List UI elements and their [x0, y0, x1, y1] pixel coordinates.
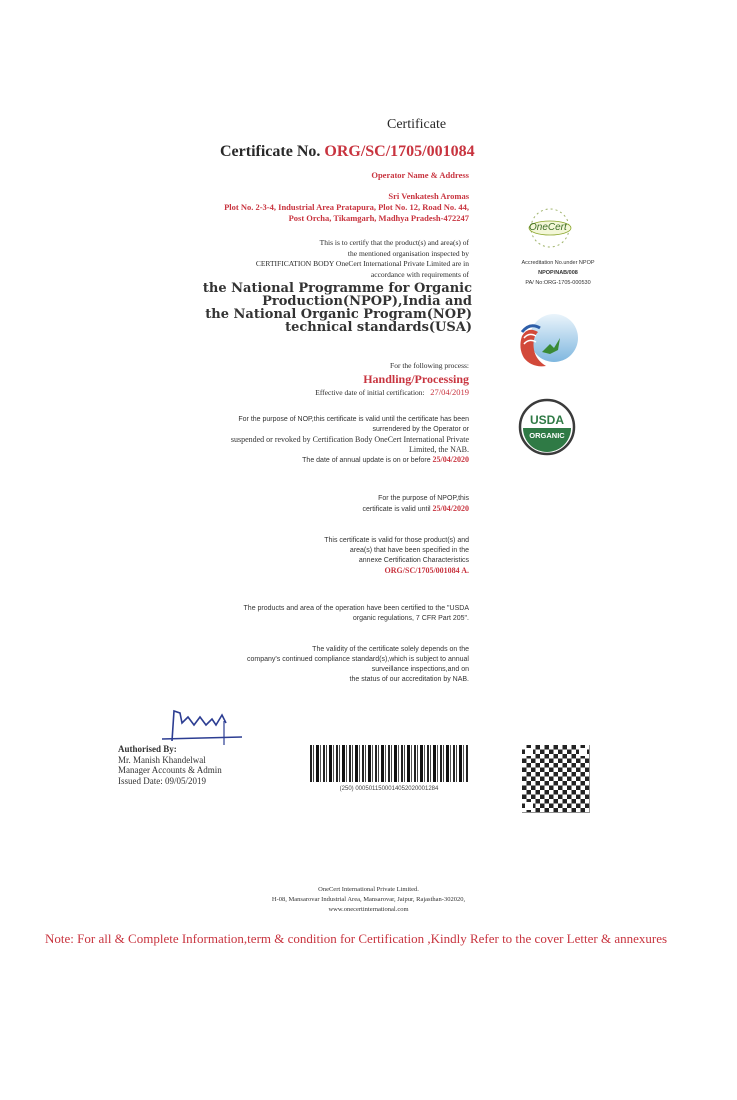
- nop-line: Limited, the NAB.: [409, 445, 469, 454]
- nop-line: surrendered by the Operator or: [372, 426, 469, 433]
- scope-line: annexe Certification Characteristics: [358, 557, 469, 564]
- annual-update-label: The date of annual update is on or before: [302, 457, 431, 464]
- certificate-number-row: [220, 143, 475, 161]
- footer-website: www.onecertinternational.com: [328, 906, 409, 913]
- footer-company: OneCert International Private Limited.: [318, 886, 419, 893]
- npop-line: For the purpose of NPOP,this: [378, 495, 469, 502]
- programme-line: Production(NPOP),India and: [262, 294, 472, 309]
- usda-organic-icon: [518, 398, 576, 456]
- india-organic-logo: [510, 308, 586, 378]
- qr-code: [520, 743, 592, 815]
- signature-scribble: [150, 703, 250, 748]
- signatory-name: Mr. Manish Khandelwal: [118, 754, 206, 765]
- certificate-number-label: Certificate No.: [220, 143, 321, 160]
- certify-line: This is to certify that the product(s) and area(s) of: [319, 238, 469, 247]
- validity-line: company's continued compliance standard(s),which is subject to annual: [247, 656, 469, 663]
- accreditation-info: [503, 258, 613, 288]
- signatory-block: [118, 744, 222, 786]
- certificate-number: ORG/SC/1705/001084: [324, 143, 475, 160]
- accreditation-line: Accreditation No.under NPOP: [521, 260, 595, 266]
- footer-note: Note: For all & Complete Information,term & condition for Certification ,Kindly Refer to the cover Letter & annexures: [45, 931, 668, 946]
- onecert-logo: [520, 206, 580, 250]
- product-scope: [324, 536, 469, 576]
- npop-valid-date: 25/04/2020: [432, 504, 469, 513]
- pa-number: PA/ No:ORG-1705-000530: [525, 280, 591, 286]
- process-value: Handling/Processing: [363, 372, 469, 386]
- address-line-2: Post Orcha, Tikamgarh, Madhya Pradesh-472247: [288, 213, 469, 223]
- issued-label: Issued Date:: [118, 775, 163, 786]
- effective-date-row: [315, 387, 469, 399]
- onecert-logo-text: OneCert: [529, 222, 567, 233]
- nop-line: suspended or revoked by Certification Body OneCert International Private: [230, 435, 469, 444]
- annual-update-date: 25/04/2020: [432, 455, 469, 464]
- annexe-reference: ORG/SC/1705/001084 A.: [384, 566, 469, 575]
- validity-line: The validity of the certificate solely depends on the: [312, 646, 469, 653]
- authorised-label: Authorised By:: [118, 744, 177, 754]
- signature: [150, 703, 250, 748]
- accreditation-number: NPOP/NAB/008: [538, 270, 578, 276]
- certify-line: CERTIFICATION BODY OneCert International Private Limited are in: [255, 259, 469, 268]
- npop-validity: [363, 494, 470, 515]
- nop-validity: [109, 415, 469, 466]
- effective-date: 27/04/2019: [430, 387, 469, 397]
- programme-line: the National Programme for Organic: [202, 281, 472, 296]
- scope-line: area(s) that have been specified in the: [349, 547, 469, 554]
- issued-date: 09/05/2019: [165, 775, 207, 786]
- nop-line: For the purpose of NOP,this certificate is valid until the certificate has been: [238, 416, 469, 423]
- certificate-title: Certificate: [387, 117, 447, 132]
- svg-text:ORGANIC: ORGANIC: [529, 431, 565, 440]
- signatory-role: Manager Accounts & Admin: [118, 765, 222, 775]
- footer-company-info: [0, 885, 737, 915]
- india-organic-icon: [510, 308, 586, 378]
- programme-line: technical standards(USA): [285, 320, 472, 335]
- scope-line: This certificate is valid for those product(s) and: [324, 537, 469, 544]
- operator-label: Operator Name & Address: [371, 170, 469, 180]
- usda-organic-seal: [518, 398, 576, 456]
- usda-line: organic regulations, 7 CFR Part 205".: [352, 615, 469, 622]
- footer-address: H-08, Mansarovar Industrial Area, Mansarovar, Jaipur, Rajasthan-302020,: [271, 896, 466, 903]
- svg-text:USDA: USDA: [529, 413, 565, 427]
- usda-line: The products and area of the operation have been certified to the "USDA: [243, 605, 469, 612]
- programme-line: the National Organic Program(NOP): [205, 307, 472, 322]
- operator-name: Sri Venkatesh Aromas: [388, 191, 469, 201]
- address-line-1: Plot No. 2-3-4, Industrial Area Pratapura, Plot No. 12, Road No. 44,: [224, 202, 469, 212]
- npop-valid-label: certificate is valid until: [362, 506, 431, 513]
- validity-line: surveillance inspections,and on: [371, 666, 469, 673]
- certify-line: the mentioned organisation inspected by: [347, 248, 469, 258]
- process-label: For the following process:: [390, 361, 469, 370]
- usda-statement: [109, 604, 469, 624]
- barcode: [310, 745, 468, 782]
- validity-line: the status of our accreditation by NAB.: [349, 676, 469, 683]
- certify-line: accordance with requirements of: [370, 269, 469, 279]
- effective-date-label: Effective date of initial certification:: [315, 388, 425, 397]
- barcode-number: (250) 0005011500014052020001284: [339, 786, 439, 792]
- validity-statement: [109, 645, 469, 685]
- certify-statement: [109, 238, 469, 280]
- programme-standards: [92, 282, 472, 334]
